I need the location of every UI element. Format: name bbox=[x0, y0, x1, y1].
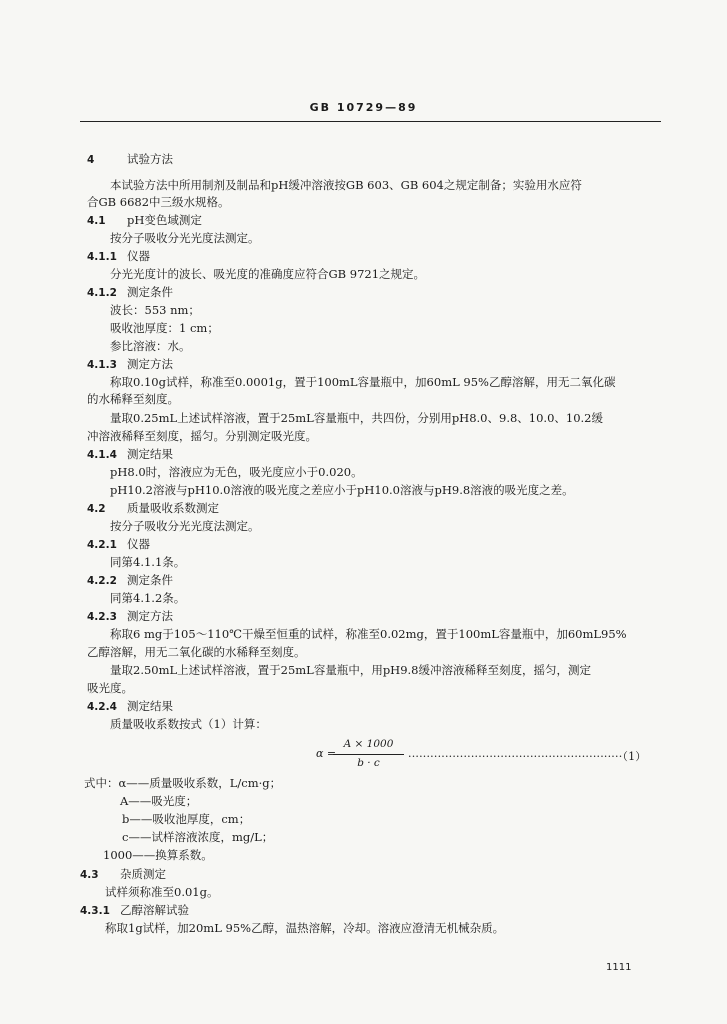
section-number: 4.2.4 bbox=[87, 701, 117, 713]
section-number: 4.1 bbox=[87, 215, 106, 227]
section-number: 4.2.2 bbox=[87, 575, 117, 587]
section-title: 测定方法 bbox=[127, 357, 173, 371]
formula-lhs: α = bbox=[316, 747, 337, 760]
section-number: 4.3.1 bbox=[80, 905, 110, 917]
body-text-line: 称取1g试样，加20mL 95%乙醇，温热溶解，冷却。溶液应澄清无机械杂质。 bbox=[105, 921, 505, 935]
section-title: 测定方法 bbox=[127, 609, 173, 623]
section-title: 杂质测定 bbox=[120, 867, 166, 881]
section-heading bbox=[87, 284, 173, 301]
body-text-line: 同第4.1.1条。 bbox=[110, 555, 186, 569]
section-number: 4.2 bbox=[87, 503, 106, 515]
body-text-line: 本试验方法中所用制剂及制品和pH缓冲溶液按GB 603、GB 604之规定制备；实验用水应符 bbox=[110, 178, 582, 192]
body-text-line: 同第4.1.2条。 bbox=[110, 591, 186, 605]
standard-header: GB 10729—89 bbox=[309, 101, 418, 114]
section-heading bbox=[80, 902, 189, 919]
body-text-line: 波长：553 nm； bbox=[110, 303, 200, 317]
section-heading bbox=[87, 608, 173, 625]
section-number: 4.1.3 bbox=[87, 359, 117, 371]
body-text-line: 称取6 mg于105～110℃干燥至恒重的试样，称准至0.02mg，置于100mL容量瓶中，加60mL95% bbox=[110, 627, 627, 641]
body-text-line: 吸收池厚度：1 cm； bbox=[110, 321, 219, 335]
formula-numerator: A × 1000 bbox=[343, 738, 394, 750]
body-text-line: 质量吸收系数按式（1）计算： bbox=[110, 717, 267, 731]
section-title: 仪器 bbox=[127, 537, 150, 551]
section-heading bbox=[87, 536, 150, 553]
body-text-line: pH8.0时，溶液应为无色，吸光度应小于0.020。 bbox=[110, 465, 363, 479]
section-heading bbox=[87, 572, 173, 589]
body-text-line: 合GB 6682中三级水规格。 bbox=[87, 195, 230, 209]
body-text-line: 按分子吸收分光光度法测定。 bbox=[110, 519, 260, 533]
body-text-line: 参比溶液：水。 bbox=[110, 339, 191, 353]
section-number: 4.2.1 bbox=[87, 539, 117, 551]
section-heading bbox=[87, 356, 173, 373]
section-title: 测定条件 bbox=[127, 573, 173, 587]
section-heading bbox=[87, 151, 173, 168]
section-title: 测定结果 bbox=[127, 699, 173, 713]
body-text-line: 吸光度。 bbox=[87, 681, 133, 695]
header-rule bbox=[80, 121, 661, 122]
body-text-line: b——吸收池厚度，cm； bbox=[122, 812, 251, 826]
body-text-line: 试样须称准至0.01g。 bbox=[105, 885, 219, 899]
section-heading bbox=[87, 446, 173, 463]
section-heading bbox=[87, 698, 173, 715]
section-number: 4.3 bbox=[80, 869, 99, 881]
body-text-line: 1000——换算系数。 bbox=[103, 848, 213, 862]
body-text-line: 量取2.50mL上述试样溶液，置于25mL容量瓶中，用pH9.8缓冲溶液稀释至刻度，摇匀，测定 bbox=[110, 663, 591, 677]
body-text-line: pH10.2溶液与pH10.0溶液的吸光度之差应小于pH10.0溶液与pH9.8溶液的吸光度之差。 bbox=[110, 483, 574, 497]
section-title: 试验方法 bbox=[127, 152, 173, 166]
section-number: 4.1.4 bbox=[87, 449, 117, 461]
section-title: 质量吸收系数测定 bbox=[127, 501, 219, 515]
body-text-line: 量取0.25mL上述试样溶液，置于25mL容量瓶中，共四份，分别用pH8.0、9.8、10.0、10.2缓 bbox=[110, 411, 603, 425]
fraction-bar bbox=[333, 754, 404, 755]
formula-denominator: b · c bbox=[357, 757, 380, 769]
section-number: 4 bbox=[87, 154, 95, 166]
section-number: 4.1.1 bbox=[87, 251, 117, 263]
section-number: 4.2.3 bbox=[87, 611, 117, 623]
body-text-line: A——吸光度； bbox=[120, 794, 198, 808]
body-text-line: 冲溶液稀释至刻度，摇匀。分别测定吸光度。 bbox=[87, 429, 317, 443]
section-title: 乙醇溶解试验 bbox=[120, 903, 189, 917]
body-text-line: 的水稀释至刻度。 bbox=[87, 392, 179, 406]
section-heading bbox=[87, 500, 219, 517]
body-text-line: 分光光度计的波长、吸光度的准确度应符合GB 9721之规定。 bbox=[110, 267, 426, 281]
equation-number: （1） bbox=[622, 750, 647, 763]
section-heading bbox=[87, 212, 202, 229]
formula-leader-dots bbox=[408, 748, 647, 764]
section-number: 4.1.2 bbox=[87, 287, 117, 299]
body-text-line: 式中：α——质量吸收系数，L/cm·g； bbox=[84, 776, 282, 790]
section-title: 仪器 bbox=[127, 249, 150, 263]
section-title: 测定结果 bbox=[127, 447, 173, 461]
section-title: 测定条件 bbox=[127, 285, 173, 299]
section-heading bbox=[80, 866, 166, 883]
section-title: pH变色域测定 bbox=[127, 213, 202, 227]
body-text-line: c——试样溶液浓度，mg/L； bbox=[122, 830, 274, 844]
body-text-line: 乙醇溶解，用无二氧化碳的水稀释至刻度。 bbox=[87, 645, 306, 659]
section-heading bbox=[87, 248, 150, 265]
leader-dots: ·························································· bbox=[408, 750, 623, 763]
page-number: 1111 bbox=[606, 962, 632, 973]
body-text-line: 称取0.10g试样，称准至0.0001g，置于100mL容量瓶中，加60mL 95%乙醇溶解，用无二氧化碳 bbox=[110, 375, 616, 389]
body-text-line: 按分子吸收分光光度法测定。 bbox=[110, 231, 260, 245]
